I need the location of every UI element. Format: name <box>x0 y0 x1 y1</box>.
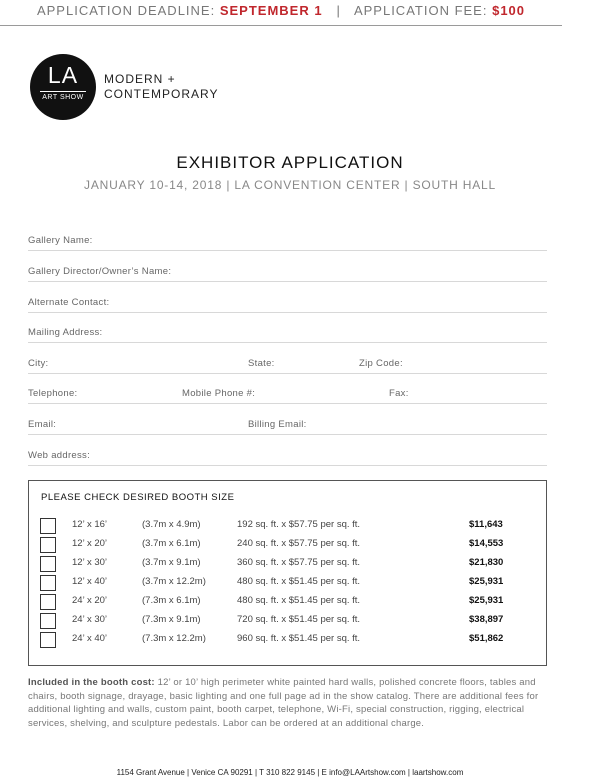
fee-value: $100 <box>492 3 526 18</box>
mailing-address-field[interactable] <box>28 323 547 343</box>
director-name-label: Gallery Director/Owner’s Name: <box>28 266 172 277</box>
booth-checkbox[interactable] <box>40 613 56 629</box>
booth-option-row <box>39 594 539 610</box>
billing-email-label: Billing Email: <box>248 419 307 430</box>
gallery-name-field[interactable] <box>28 231 547 251</box>
mobile-phone-label: Mobile Phone #: <box>182 388 256 399</box>
booth-checkbox[interactable] <box>40 518 56 534</box>
gallery-name-label: Gallery Name: <box>28 235 93 246</box>
booth-calc: 192 sq. ft. x $57.75 per sq. ft. <box>237 519 361 530</box>
contact-footer: 1154 Grant Avenue | Venice CA 90291 | T 310 822 9145 | E info@LAArtshow.com | laartshow.com <box>116 768 464 777</box>
deadline-value: SEPTEMBER 1 <box>219 3 323 18</box>
notes-lead: Included in the booth cost: <box>28 677 155 688</box>
booth-size: 24’ x 30’ <box>72 614 108 625</box>
booth-calc: 720 sq. ft. x $51.45 per sq. ft. <box>237 614 361 625</box>
booth-size: 12’ x 16’ <box>72 519 108 530</box>
booth-checkbox[interactable] <box>40 594 56 610</box>
booth-metric: (7.3m x 6.1m) <box>142 595 201 606</box>
booth-size: 24’ x 20’ <box>72 595 108 606</box>
banner-separator: | <box>336 3 341 18</box>
booth-metric: (3.7m x 9.1m) <box>142 557 201 568</box>
booth-option-row <box>39 632 539 648</box>
logo-rule <box>40 91 86 92</box>
city-label: City: <box>28 358 49 369</box>
booth-cost-notes <box>28 676 550 730</box>
booth-size-box <box>28 480 547 666</box>
booth-checkbox[interactable] <box>40 556 56 572</box>
booth-calc: 240 sq. ft. x $57.75 per sq. ft. <box>237 538 361 549</box>
booth-checkbox[interactable] <box>40 537 56 553</box>
booth-box-title: PLEASE CHECK DESIRED BOOTH SIZE <box>41 492 235 503</box>
deadline-banner <box>0 0 562 26</box>
zip-label: Zip Code: <box>359 358 403 369</box>
booth-option-row <box>39 613 539 629</box>
email-row[interactable] <box>28 415 547 435</box>
fee-label: APPLICATION FEE: <box>353 3 488 18</box>
booth-price: $11,643 <box>469 519 503 530</box>
booth-price: $51,862 <box>469 633 504 644</box>
booth-size: 12’ x 30’ <box>72 557 108 568</box>
booth-size: 12’ x 40’ <box>72 576 108 587</box>
web-address-label: Web address: <box>28 450 91 461</box>
mailing-address-label: Mailing Address: <box>28 327 103 338</box>
event-details: JANUARY 10-14, 2018 | LA CONVENTION CENTER | SOUTH HALL <box>84 178 496 192</box>
logo-la: LA <box>47 62 79 88</box>
deadline-label: APPLICATION DEADLINE: <box>36 3 216 18</box>
booth-metric: (3.7m x 12.2m) <box>142 576 206 587</box>
booth-price: $38,897 <box>469 614 504 625</box>
booth-price: $14,553 <box>469 538 504 549</box>
tagline-line-2: CONTEMPORARY <box>104 87 219 101</box>
notes-body: 12’ or 10’ high perimeter white painted hard walls, polished concrete floors, tables and chairs, booth signage, drayage, basic lighting and one full page ad in the show catalog. There are additional fees for additional lighting and walls, custom paint, booth carpet, telephone, Wi-Fi, special construction, rigging, electrical services, shelving, and sculpture pedestals. Labor can be ordered at an additional charge. <box>28 677 539 729</box>
booth-price: $25,931 <box>469 595 504 606</box>
booth-metric: (7.3m x 9.1m) <box>142 614 201 625</box>
booth-size: 24’ x 40’ <box>72 633 108 644</box>
web-address-field[interactable] <box>28 446 547 466</box>
page-title: EXHIBITOR APPLICATION <box>176 153 404 172</box>
tagline-line-1: MODERN + <box>104 72 176 86</box>
fax-label: Fax: <box>389 388 409 399</box>
la-art-show-logo <box>30 54 96 120</box>
booth-size: 12’ x 20’ <box>72 538 108 549</box>
alternate-contact-field[interactable] <box>28 293 547 313</box>
booth-calc: 480 sq. ft. x $51.45 per sq. ft. <box>237 576 361 587</box>
phone-row[interactable] <box>28 384 547 404</box>
booth-calc: 480 sq. ft. x $51.45 per sq. ft. <box>237 595 361 606</box>
booth-price: $21,830 <box>469 557 504 568</box>
city-state-zip-row[interactable] <box>28 354 547 374</box>
booth-option-row <box>39 575 539 591</box>
director-name-field[interactable] <box>28 262 547 282</box>
state-label: State: <box>248 358 275 369</box>
booth-metric: (3.7m x 4.9m) <box>142 519 201 530</box>
tagline <box>104 72 218 102</box>
email-label: Email: <box>28 419 57 430</box>
booth-calc: 960 sq. ft. x $51.45 per sq. ft. <box>237 633 361 644</box>
booth-option-row <box>39 556 539 572</box>
logo-art-show: ART SHOW <box>42 94 84 101</box>
telephone-label: Telephone: <box>28 388 78 399</box>
booth-metric: (7.3m x 12.2m) <box>142 633 206 644</box>
booth-metric: (3.7m x 6.1m) <box>142 538 201 549</box>
booth-option-row <box>39 537 539 553</box>
booth-checkbox[interactable] <box>40 632 56 648</box>
booth-checkbox[interactable] <box>40 575 56 591</box>
alternate-contact-label: Alternate Contact: <box>28 297 110 308</box>
booth-calc: 360 sq. ft. x $57.75 per sq. ft. <box>237 557 361 568</box>
booth-option-row <box>39 518 539 534</box>
booth-price: $25,931 <box>469 576 504 587</box>
